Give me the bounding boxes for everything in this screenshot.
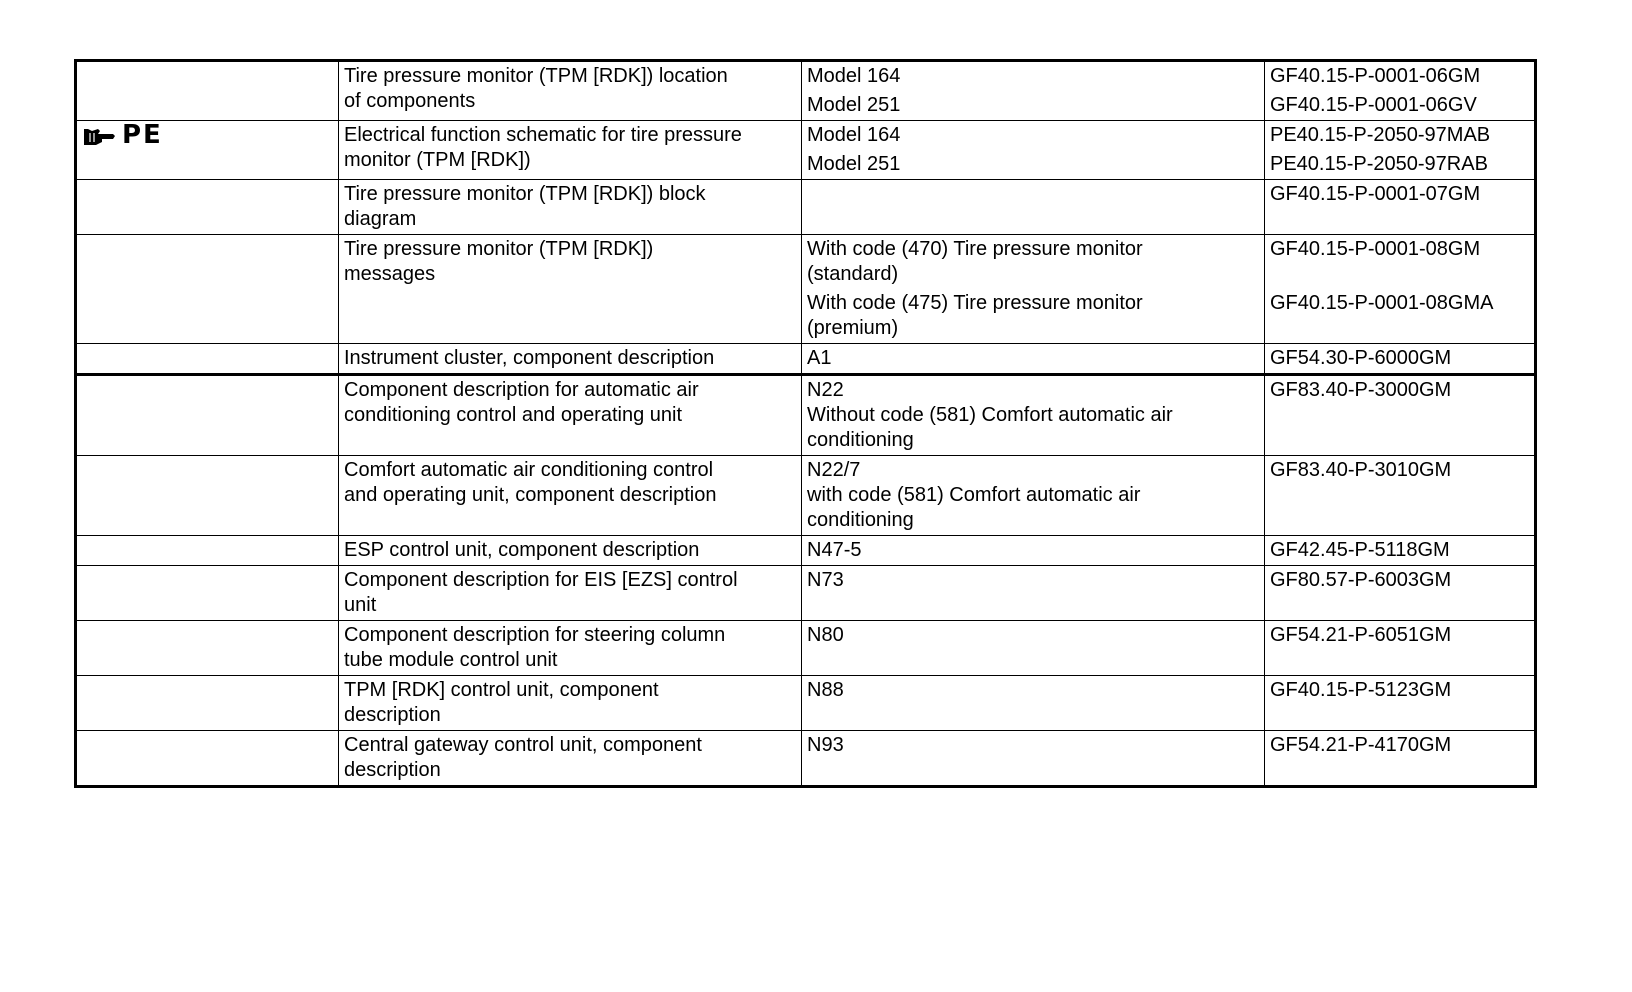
description-text: conditioning control and operating unit bbox=[344, 404, 683, 426]
description-text: Electrical function schematic for tire pressure bbox=[344, 124, 742, 146]
description-cell bbox=[339, 344, 802, 375]
spacer bbox=[1270, 483, 1529, 508]
condition-entry bbox=[807, 458, 1259, 533]
reference-entry bbox=[1270, 152, 1529, 177]
condition-entry bbox=[807, 678, 1259, 703]
condition-cell bbox=[802, 676, 1265, 731]
condition-text: Without code (581) Comfort automatic air bbox=[807, 404, 1173, 426]
reference-cell bbox=[1265, 566, 1536, 621]
condition-text: With code (475) Tire pressure monitor bbox=[807, 292, 1143, 314]
reference-cell bbox=[1265, 456, 1536, 536]
condition-text: With code (470) Tire pressure monitor bbox=[807, 238, 1143, 260]
reference-entry bbox=[1270, 123, 1529, 148]
reference-entry bbox=[1270, 291, 1529, 341]
spacer bbox=[1270, 428, 1529, 453]
condition-text bbox=[807, 182, 1259, 207]
reference-cell bbox=[1265, 235, 1536, 344]
condition-cell bbox=[802, 375, 1265, 456]
reference-entry bbox=[1270, 538, 1529, 563]
document-reference[interactable]: GF54.21-P-4170GM bbox=[1270, 734, 1452, 756]
table-row bbox=[76, 621, 1536, 676]
condition-cell bbox=[802, 180, 1265, 235]
condition-text: Model 164 bbox=[807, 124, 901, 146]
description-text: description bbox=[344, 759, 441, 781]
spacer bbox=[1270, 316, 1529, 341]
table-row bbox=[76, 121, 1536, 180]
condition-text: N47-5 bbox=[807, 539, 862, 561]
marker-cell bbox=[76, 61, 339, 121]
description-cell bbox=[339, 375, 802, 456]
description-text: Component description for automatic air bbox=[344, 379, 699, 401]
reference-cell bbox=[1265, 731, 1536, 787]
description-text: monitor (TPM [RDK]) bbox=[344, 149, 531, 171]
condition-cell bbox=[802, 344, 1265, 375]
condition-cell bbox=[802, 121, 1265, 180]
description-text: Tire pressure monitor (TPM [RDK]) block bbox=[344, 183, 706, 205]
description-text: Component description for EIS [EZS] control bbox=[344, 569, 738, 591]
condition-text: N88 bbox=[807, 679, 844, 701]
marker-cell bbox=[76, 536, 339, 566]
document-reference[interactable]: GF40.15-P-0001-07GM bbox=[1270, 183, 1481, 205]
document-reference[interactable]: GF40.15-P-0001-08GMA bbox=[1270, 292, 1494, 314]
description-cell bbox=[339, 676, 802, 731]
document-reference[interactable]: GF40.15-P-5123GM bbox=[1270, 679, 1452, 701]
condition-text: Model 164 bbox=[807, 65, 901, 87]
description-text: Central gateway control unit, component bbox=[344, 734, 702, 756]
document-reference[interactable]: PE40.15-P-2050-97RAB bbox=[1270, 153, 1488, 175]
condition-cell bbox=[802, 61, 1265, 121]
reference-cell bbox=[1265, 344, 1536, 375]
reference-cell bbox=[1265, 121, 1536, 180]
marker-cell bbox=[76, 235, 339, 344]
reference-cell bbox=[1265, 536, 1536, 566]
condition-entry bbox=[807, 346, 1259, 371]
pe-marker[interactable] bbox=[82, 120, 163, 150]
table-row bbox=[76, 456, 1536, 536]
condition-cell bbox=[802, 731, 1265, 787]
table-row bbox=[76, 676, 1536, 731]
description-cell bbox=[339, 456, 802, 536]
description-text: unit bbox=[344, 594, 377, 616]
condition-cell bbox=[802, 566, 1265, 621]
condition-entry bbox=[807, 733, 1259, 758]
condition-entry bbox=[807, 237, 1259, 287]
reference-entry bbox=[1270, 378, 1529, 453]
description-text: diagram bbox=[344, 208, 417, 230]
table-row bbox=[76, 235, 1536, 344]
document-reference[interactable]: GF40.15-P-0001-06GM bbox=[1270, 65, 1481, 87]
marker-cell bbox=[76, 344, 339, 375]
reference-entry bbox=[1270, 458, 1529, 533]
marker-cell bbox=[76, 731, 339, 787]
reference-table-body bbox=[76, 61, 1536, 787]
reference-entry bbox=[1270, 64, 1529, 89]
table-row bbox=[76, 344, 1536, 375]
document-reference[interactable]: GF83.40-P-3000GM bbox=[1270, 379, 1452, 401]
condition-entry bbox=[807, 182, 1259, 207]
reference-entry bbox=[1270, 237, 1529, 287]
table-row bbox=[76, 375, 1536, 456]
document-reference[interactable]: GF80.57-P-6003GM bbox=[1270, 569, 1452, 591]
reference-entry bbox=[1270, 182, 1529, 207]
marker-cell bbox=[76, 566, 339, 621]
condition-entry bbox=[807, 291, 1259, 341]
reference-entry bbox=[1270, 346, 1529, 371]
document-reference[interactable]: GF54.21-P-6051GM bbox=[1270, 624, 1452, 646]
description-cell bbox=[339, 536, 802, 566]
condition-entry bbox=[807, 568, 1259, 593]
condition-text: Model 251 bbox=[807, 153, 901, 175]
condition-entry bbox=[807, 152, 1259, 177]
spacer bbox=[1270, 403, 1529, 428]
document-reference[interactable]: GF40.15-P-0001-06GV bbox=[1270, 94, 1477, 116]
description-cell bbox=[339, 61, 802, 121]
document-reference[interactable]: GF42.45-P-5118GM bbox=[1270, 539, 1450, 561]
table-row bbox=[76, 731, 1536, 787]
description-text: of components bbox=[344, 90, 476, 112]
marker-cell bbox=[76, 456, 339, 536]
condition-text: conditioning bbox=[807, 509, 914, 531]
reference-entry bbox=[1270, 733, 1529, 758]
description-cell bbox=[339, 566, 802, 621]
document-reference[interactable]: GF83.40-P-3010GM bbox=[1270, 459, 1452, 481]
description-text: messages bbox=[344, 263, 436, 285]
marker-cell bbox=[76, 621, 339, 676]
reference-cell bbox=[1265, 375, 1536, 456]
description-text: ESP control unit, component description bbox=[344, 539, 700, 561]
table-row bbox=[76, 536, 1536, 566]
document-reference[interactable]: PE40.15-P-2050-97MAB bbox=[1270, 124, 1491, 146]
table-row bbox=[76, 61, 1536, 121]
condition-entry bbox=[807, 64, 1259, 89]
spacer bbox=[1270, 262, 1529, 287]
description-text: Tire pressure monitor (TPM [RDK]) bbox=[344, 238, 654, 260]
condition-text: N80 bbox=[807, 624, 844, 646]
description-text: Instrument cluster, component description bbox=[344, 347, 715, 369]
reference-cell bbox=[1265, 61, 1536, 121]
marker-cell bbox=[76, 375, 339, 456]
marker-cell bbox=[76, 121, 339, 180]
reference-cell bbox=[1265, 676, 1536, 731]
description-text: TPM [RDK] control unit, component bbox=[344, 679, 659, 701]
condition-entry bbox=[807, 623, 1259, 648]
reference-entry bbox=[1270, 623, 1529, 648]
condition-text: with code (581) Comfort automatic air bbox=[807, 484, 1141, 506]
condition-cell bbox=[802, 536, 1265, 566]
table-row bbox=[76, 566, 1536, 621]
description-cell bbox=[339, 121, 802, 180]
condition-text: N22/7 bbox=[807, 459, 861, 481]
document-reference[interactable]: GF54.30-P-6000GM bbox=[1270, 347, 1452, 369]
reference-table bbox=[74, 59, 1537, 788]
description-cell bbox=[339, 235, 802, 344]
marker-cell bbox=[76, 180, 339, 235]
reference-cell bbox=[1265, 180, 1536, 235]
description-text: Component description for steering column bbox=[344, 624, 726, 646]
description-text: tube module control unit bbox=[344, 649, 558, 671]
reference-entry bbox=[1270, 93, 1529, 118]
condition-cell bbox=[802, 456, 1265, 536]
condition-text: N93 bbox=[807, 734, 844, 756]
condition-text: (standard) bbox=[807, 263, 899, 285]
description-text: description bbox=[344, 704, 441, 726]
spacer bbox=[1270, 508, 1529, 533]
pointing-hand-icon bbox=[82, 125, 116, 147]
reference-cell bbox=[1265, 621, 1536, 676]
condition-cell bbox=[802, 235, 1265, 344]
description-text: Comfort automatic air conditioning control bbox=[344, 459, 714, 481]
table-row bbox=[76, 180, 1536, 235]
description-text: and operating unit, component description bbox=[344, 484, 717, 506]
condition-text: N22 bbox=[807, 379, 844, 401]
reference-entry bbox=[1270, 568, 1529, 593]
condition-entry bbox=[807, 123, 1259, 148]
description-cell bbox=[339, 731, 802, 787]
condition-entry bbox=[807, 538, 1259, 563]
marker-cell bbox=[76, 676, 339, 731]
condition-text: N73 bbox=[807, 569, 844, 591]
description-cell bbox=[339, 180, 802, 235]
condition-text: conditioning bbox=[807, 429, 914, 451]
condition-text: A1 bbox=[807, 347, 832, 369]
condition-entry bbox=[807, 378, 1259, 453]
condition-text: Model 251 bbox=[807, 94, 901, 116]
reference-entry bbox=[1270, 678, 1529, 703]
condition-text: (premium) bbox=[807, 317, 899, 339]
condition-entry bbox=[807, 93, 1259, 118]
description-text: Tire pressure monitor (TPM [RDK]) location bbox=[344, 65, 728, 87]
document-reference[interactable]: GF40.15-P-0001-08GM bbox=[1270, 238, 1481, 260]
description-cell bbox=[339, 621, 802, 676]
condition-cell bbox=[802, 621, 1265, 676]
pe-marker-label: PE bbox=[122, 120, 163, 150]
